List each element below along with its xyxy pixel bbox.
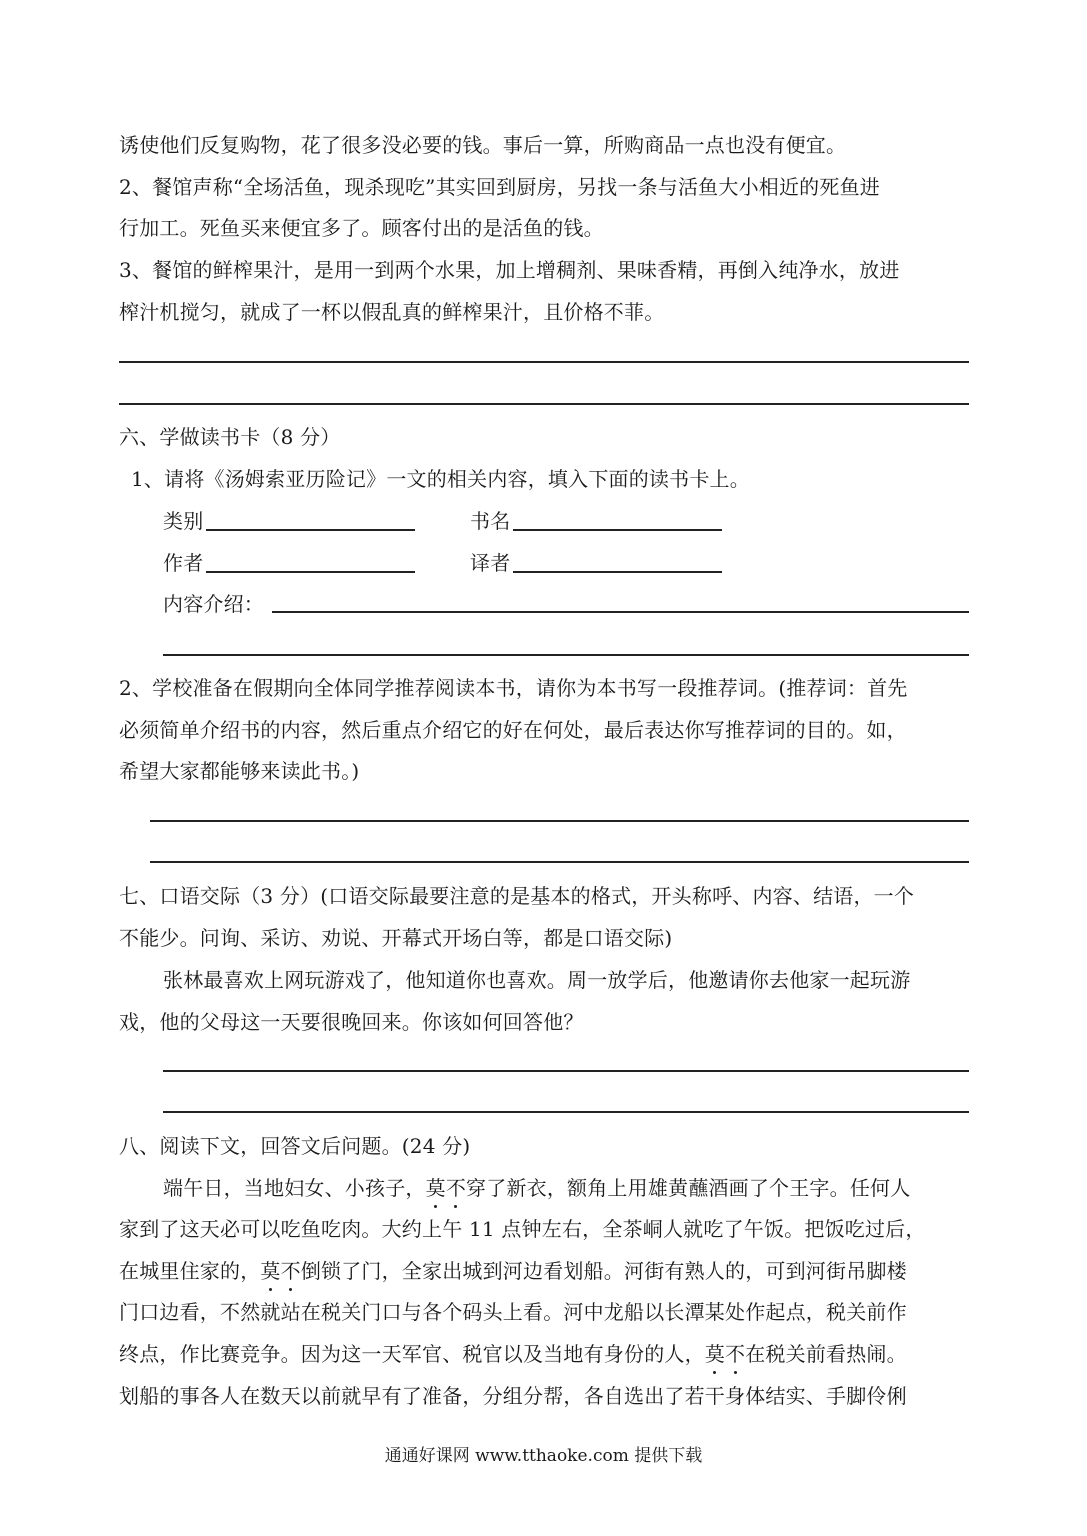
- paragraph-line: [163, 1174, 910, 1202]
- page-footer: 通通好课网 www.tthaoke.com 提供下载: [384, 1446, 703, 1466]
- paragraph-line: 2、餐馆声称“全场活鱼，现杀现吃”其实回到厨房，另找一条与活鱼大小相近的死鱼进: [119, 175, 880, 199]
- intro-field[interactable]: [272, 611, 969, 613]
- paragraph-line: 划船的事各人在数天以前就早有了准备，分组分帮，各自选出了若干身体结实、手脚伶俐: [119, 1384, 907, 1408]
- author-field[interactable]: [206, 571, 415, 573]
- paragraph-line: 张林最喜欢上网玩游戏了，他知道你也喜欢。周一放学后，他邀请你去他家一起玩游: [163, 968, 911, 992]
- paragraph-line: 榨汁机搅匀，就成了一杯以假乱真的鲜榨果汁，且价格不菲。: [119, 300, 665, 324]
- text-span: 倒锁了门，全家出城到河边看划船。河街有熟人的，可到河街吊脚楼: [300, 1259, 907, 1283]
- bookname-field[interactable]: [513, 529, 722, 531]
- question-text: 2、学校准备在假期向全体同学推荐阅读本书，请你为本书写一段推荐词。(推荐词：首先: [119, 676, 908, 700]
- paragraph-line: 行加工。死鱼买来便宜多了。顾客付出的是活鱼的钱。: [119, 216, 604, 240]
- author-label: 作者: [163, 551, 204, 575]
- section-heading: 八、阅读下文，回答文后问题。(24 分): [119, 1134, 471, 1158]
- translator-label: 译者: [470, 551, 511, 575]
- intro-label: 内容介绍：: [163, 592, 264, 616]
- paragraph-line: 家到了这天必可以吃鱼吃肉。大约上午 11 点钟左右，全茶峒人就吃了午饭。把饭吃过后，: [119, 1217, 926, 1241]
- answer-line[interactable]: [150, 861, 969, 863]
- text-span: 在税关前看热闹。: [745, 1342, 907, 1366]
- answer-line[interactable]: [119, 361, 969, 363]
- section-heading: 七、口语交际（3 分）(口语交际最要注意的是基本的格式，开头称呼、内容、结语，一个: [119, 884, 915, 908]
- category-field[interactable]: [206, 529, 415, 531]
- answer-line[interactable]: [119, 403, 969, 405]
- paragraph-line: 门口边看，不然就站在税关门口与各个码头上看。河中龙船以长潭某处作起点，税关前作: [119, 1300, 907, 1324]
- paragraph-line: [119, 1257, 907, 1285]
- question-text: 必须简单介绍书的内容，然后重点介绍它的好在何处，最后表达你写推荐词的目的。如，: [119, 718, 907, 742]
- emphasis-dotted: 莫不: [425, 1176, 467, 1200]
- text-span: 穿了新衣，额角上用雄黄蘸酒画了个王字。任何人: [466, 1176, 911, 1200]
- paragraph-line: 诱使他们反复购物，花了很多没必要的钱。事后一算，所购商品一点也没有便宜。: [119, 133, 847, 157]
- emphasis-dotted: 莫不: [260, 1259, 301, 1283]
- translator-field[interactable]: [513, 571, 722, 573]
- text-span: 在城里住家的，: [119, 1259, 261, 1283]
- section-heading: 六、学做读书卡（8 分）: [119, 425, 341, 449]
- category-label: 类别: [163, 509, 204, 533]
- answer-line[interactable]: [163, 1070, 969, 1072]
- answer-line[interactable]: [163, 1111, 969, 1113]
- question-text: 希望大家都能够来读此书。): [119, 759, 360, 783]
- text-span: 端午日，当地妇女、小孩子，: [163, 1176, 426, 1200]
- paragraph-line: 戏，他的父母这一天要很晚回来。你该如何回答他？: [119, 1010, 584, 1034]
- answer-line[interactable]: [163, 654, 969, 656]
- question-text: 1、请将《汤姆索亚历险记》一文的相关内容，填入下面的读书卡上。: [131, 467, 750, 491]
- text-span: 终点，作比赛竞争。因为这一天军官、税官以及当地有身份的人，: [119, 1342, 705, 1366]
- emphasis-dotted: 莫不: [704, 1342, 746, 1366]
- paragraph-line: 3、餐馆的鲜榨果汁，是用一到两个水果，加上增稠剂、果味香精，再倒入纯净水，放进: [119, 258, 900, 282]
- bookname-label: 书名: [470, 509, 511, 533]
- answer-line[interactable]: [150, 820, 969, 822]
- paragraph-line: [119, 1340, 907, 1368]
- section-heading: 不能少。问询、采访、劝说、开幕式开场白等，都是口语交际): [119, 926, 673, 950]
